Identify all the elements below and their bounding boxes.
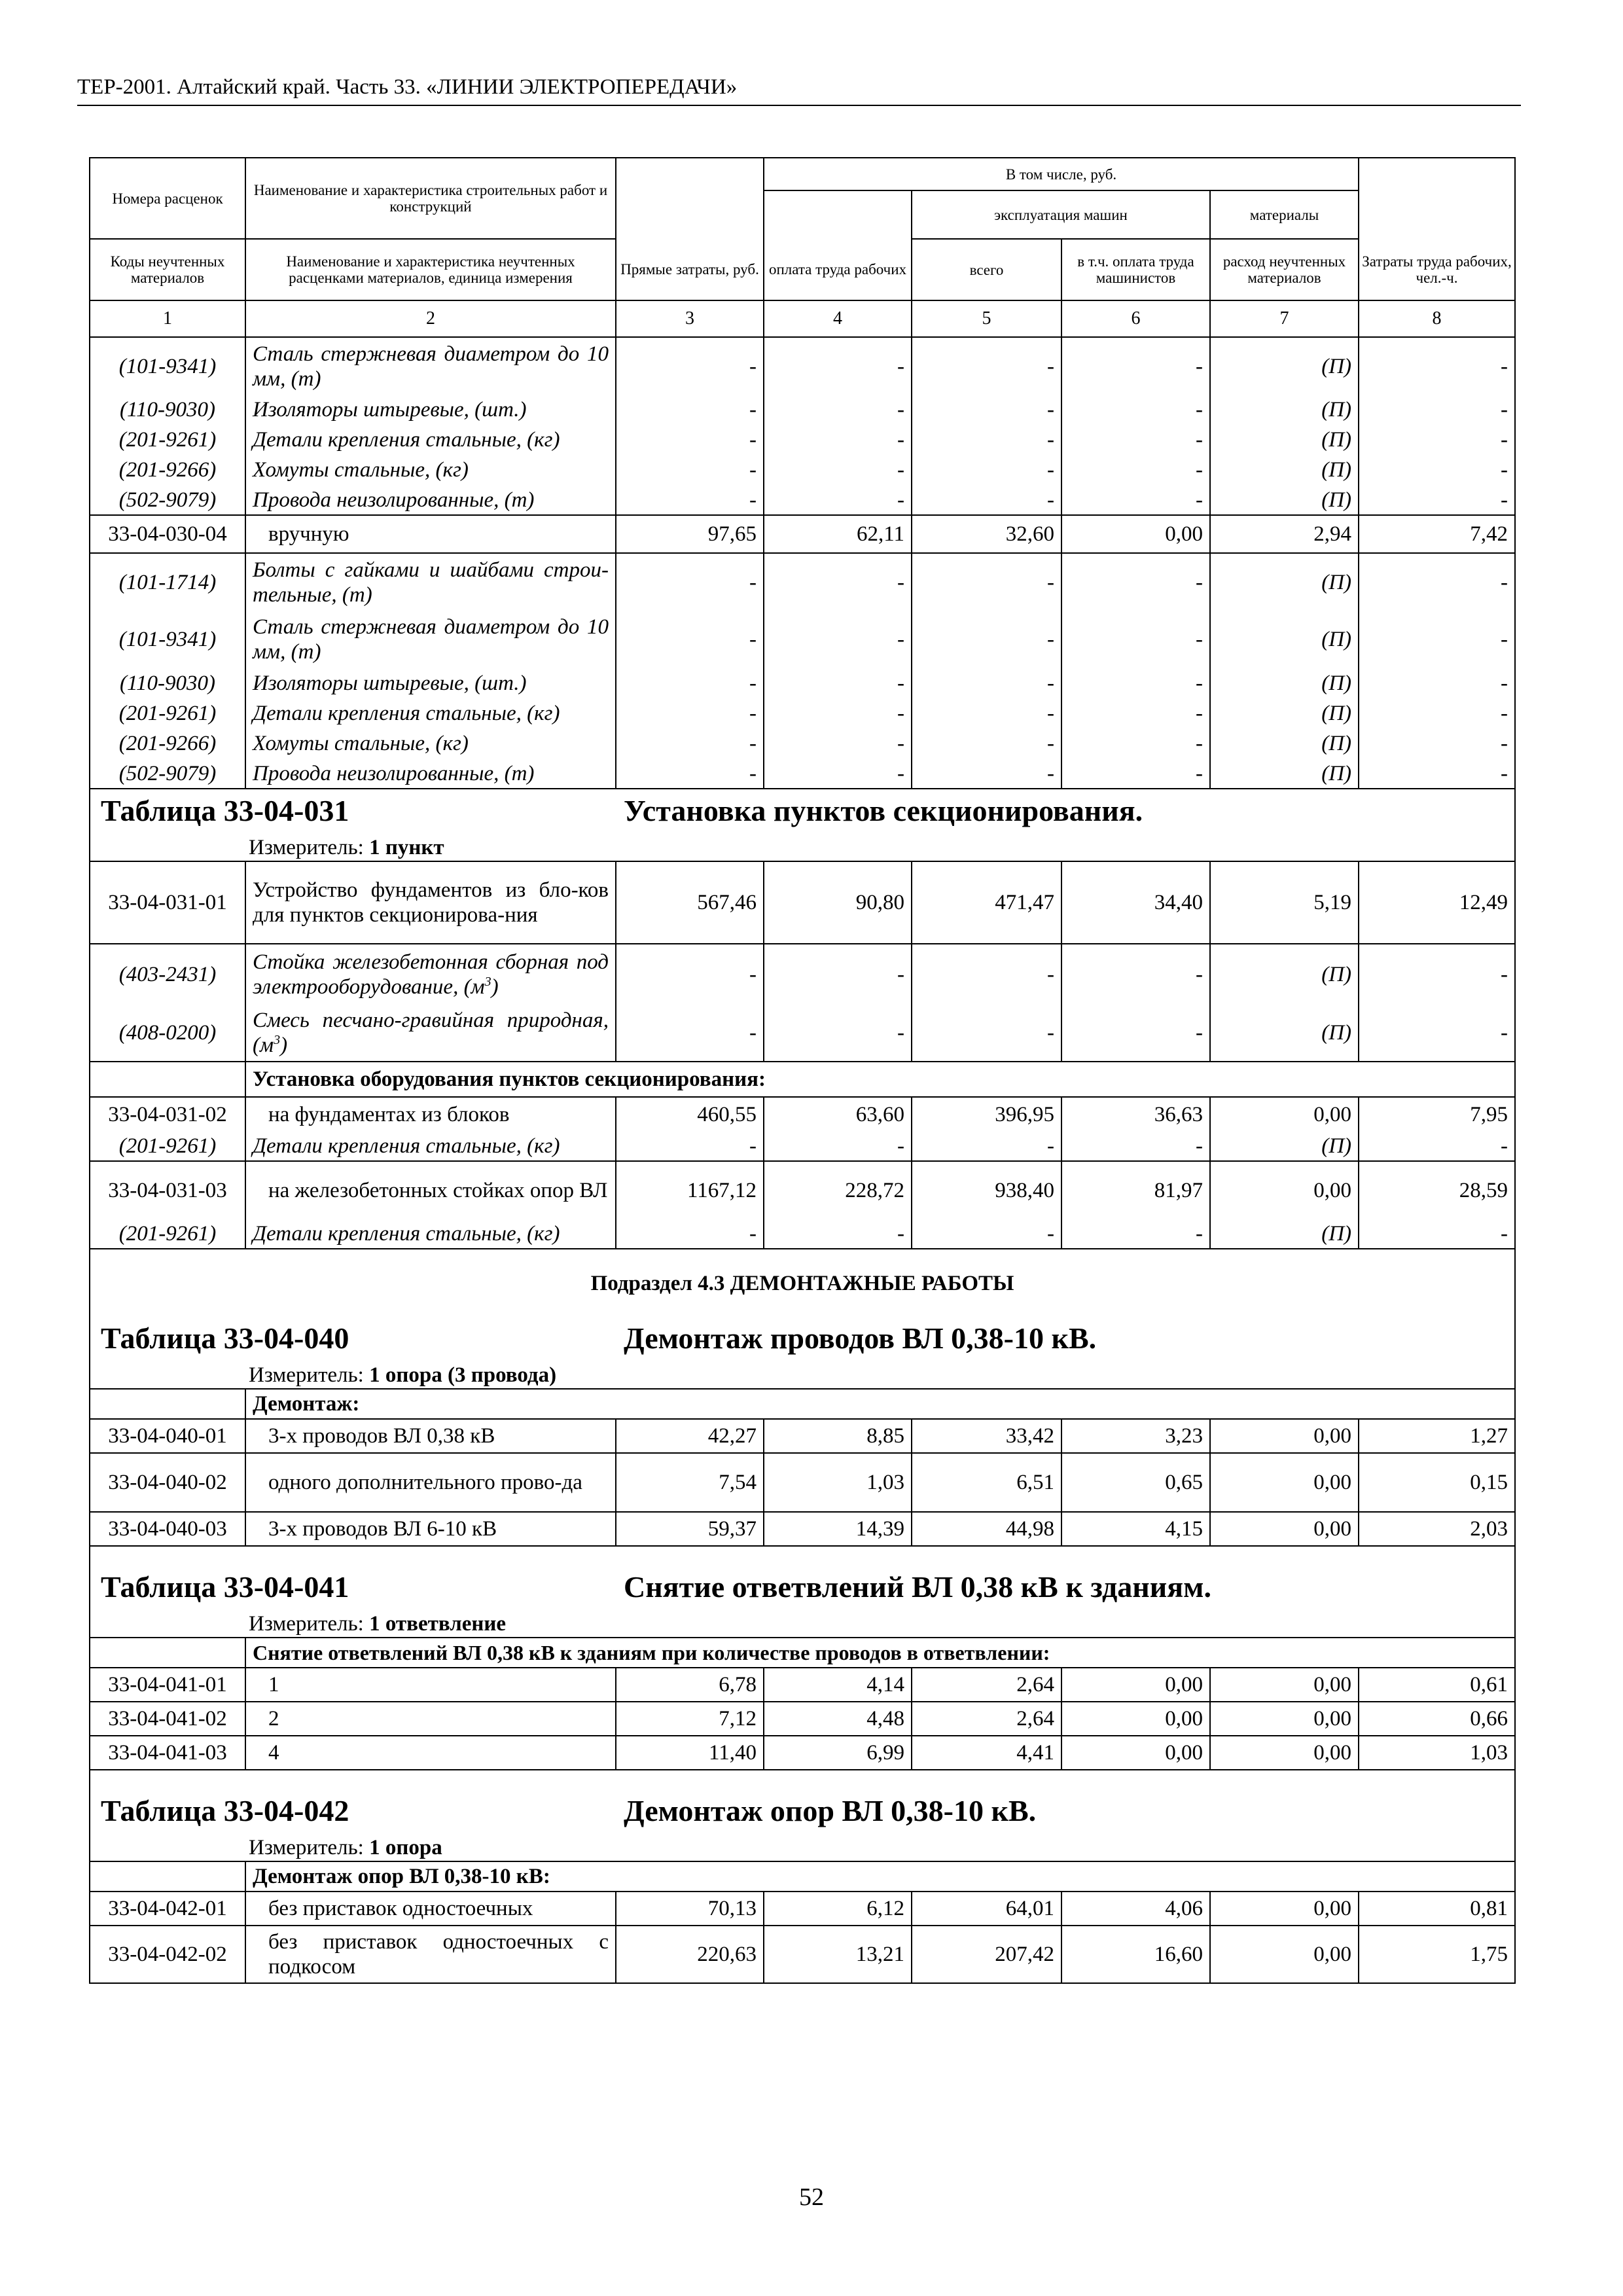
material-code: (502-9079) [90,759,245,789]
cell-machines-total: - [912,728,1061,759]
rate-name: 1 [245,1668,616,1702]
material-code: (201-9261) [90,425,245,455]
header-row-1 [90,158,1515,190]
rate-code: 33-04-041-02 [90,1702,245,1736]
cell-materials: (П) [1210,455,1359,485]
cell-direct-costs: 59,37 [616,1512,764,1546]
rate-name: одного дополнительного прово-да [245,1453,616,1512]
cell-direct-costs: - [616,455,764,485]
th-incl: В том числе, руб. [764,158,1359,190]
table-031-title: Установка пунктов секционирования. [624,794,1143,827]
cell-direct-costs: - [616,395,764,425]
cell-materials: (П) [1210,611,1359,668]
material-row [90,553,1515,611]
table-row [90,1512,1515,1546]
material-row [90,698,1515,728]
group-label: Демонтаж: [245,1389,1515,1419]
cell-labor-pay: 6,99 [764,1736,912,1770]
cell-labor-pay: - [764,668,912,698]
cell-machinists-pay: - [1061,553,1210,611]
cell-direct-costs: 220,63 [616,1926,764,1983]
cell-labor-hours: - [1359,553,1515,611]
table-row [90,1736,1515,1770]
cell-direct-costs: - [616,425,764,455]
cell-materials: (П) [1210,425,1359,455]
cell-machinists-pay: - [1061,759,1210,789]
group-row [90,1861,1515,1892]
cell-materials: (П) [1210,698,1359,728]
th-materials: материалы [1210,190,1359,239]
table-row: 33-04-031-02 на фундаментах из блоков 460,55 63,60 396,95 36,63 0,00 7,95 [90,1097,1515,1131]
cell-direct-costs: 7,12 [616,1702,764,1736]
th-col2a: Наименование и характеристика строительных работ и конструкций [245,158,616,239]
cell-labor-pay: - [764,759,912,789]
th-col2b: Наименование и характеристика неучтенных расценками материалов, единица измерения [245,239,616,300]
measure-row [90,1610,1515,1638]
material-row [90,337,1515,395]
cell-labor-pay: - [764,485,912,515]
rate-code: 33-04-041-01 [90,1668,245,1702]
material-code: (201-9261) [90,698,245,728]
cell-direct-costs: - [616,485,764,515]
table-row [90,861,1515,944]
cell-labor-pay: - [764,455,912,485]
rate-name: на железобетонных стойках опор ВЛ [245,1161,616,1219]
table-row [90,1419,1515,1453]
material-row [90,425,1515,455]
measure-value: 1 опора (3 провода) [369,1363,557,1387]
cell-materials: (П) [1210,337,1359,395]
cell-machinists-pay: 16,60 [1061,1926,1210,1983]
material-name: Изоляторы штыревые, (шт.) [245,395,616,425]
material-row [90,395,1515,425]
cell-direct-costs: 70,13 [616,1892,764,1926]
rates-table [89,157,1516,1984]
cell-labor-pay: 4,48 [764,1702,912,1736]
table-row: 33-04-031-03 на железобетонных стойках опор ВЛ 1167,12 228,72 938,40 81,97 0,00 28,59 [90,1161,1515,1219]
material-row [90,759,1515,789]
material-code: (408-0200) [90,1004,245,1062]
table-row [90,1892,1515,1926]
material-name: Детали крепления стальные, (кг) [245,425,616,455]
cell-labor-hours: - [1359,337,1515,395]
rate-code: 33-04-031-02 [90,1097,245,1131]
cell-direct-costs: 6,78 [616,1668,764,1702]
th-num-5: 5 [912,300,1061,337]
rate-code: 33-04-031-03 [90,1161,245,1219]
rate-code: 33-04-042-02 [90,1926,245,1983]
header-title: ТЕР-2001. Алтайский край. Часть 33. «ЛИНИИ ЭЛЕКТРОПЕРЕДАЧИ» [77,75,738,99]
material-code: (201-9266) [90,455,245,485]
rate-name: 4 [245,1736,616,1770]
cell-labor-hours: - [1359,425,1515,455]
table-031-number: Таблица 33-04-031 [101,794,349,827]
rate-name: вручную [245,515,616,553]
material-code: (201-9261) [90,1131,245,1161]
th-col8: Затраты труда рабочих, чел.-ч. [1359,239,1515,300]
material-code: (502-9079) [90,485,245,515]
table-row [90,1926,1515,1983]
rate-name: 2 [245,1702,616,1736]
cell-materials: 0,00 [1210,1419,1359,1453]
cell-labor-pay: - [764,425,912,455]
measure-label: Измеритель: [249,1835,364,1859]
material-code: (201-9261) [90,1219,245,1249]
cell-machines-total: 2,64 [912,1702,1061,1736]
cell-materials: 0,00 [1210,1892,1359,1926]
measure-label: Измеритель: [249,1611,364,1636]
rate-code: 33-04-040-01 [90,1419,245,1453]
table-row [90,1702,1515,1736]
cell-machines-total: - [912,698,1061,728]
th-col3: Прямые затраты, руб. [616,239,764,300]
table-number: Таблица 33-04-040 [101,1321,349,1355]
cell-direct-costs: - [616,698,764,728]
cell-machinists-pay: - [1061,337,1210,395]
rate-name: на фундаментах из блоков [245,1097,616,1131]
cell-direct-costs: 7,54 [616,1453,764,1512]
header-row-3 [90,239,1515,300]
table-row [90,1668,1515,1702]
cell-labor-hours: 1,03 [1359,1736,1515,1770]
material-code: (110-9030) [90,668,245,698]
cell-labor-hours: 0,15 [1359,1453,1515,1512]
cell-machinists-pay: 34,40 [1061,861,1210,944]
table-row [90,1453,1515,1512]
cell-labor-hours: - [1359,395,1515,425]
cell-labor-pay: - [764,553,912,611]
cell-machines-total: 32,60 [912,515,1061,553]
material-name: Стойка железобетонная сборная под электрооборудование, $(м^3)$ [245,944,616,1004]
material-name: Смесь песчано-гравийная природная, $(м^3)$ [245,1004,616,1062]
cell-labor-pay: - [764,337,912,395]
cell-labor-pay: 1,03 [764,1453,912,1512]
measure-value: 1 ответвление [369,1611,507,1636]
cell-machinists-pay: 0,65 [1061,1453,1210,1512]
cell-machinists-pay: 0,00 [1061,1702,1210,1736]
cell-materials: 2,94 [1210,515,1359,553]
table-t041-title-row [90,1566,1515,1610]
cell-machines-total: - [912,611,1061,668]
measure-row [90,1361,1515,1389]
table-title: Демонтаж проводов ВЛ 0,38-10 кВ. [624,1321,1097,1355]
cell-labor-hours: - [1359,485,1515,515]
cell-machines-total: 2,64 [912,1668,1061,1702]
cell-machines-total: 33,42 [912,1419,1061,1453]
group-label: Снятие ответвлений ВЛ 0,38 кВ к зданиям при количестве проводов в ответвлении: [245,1638,1515,1668]
cell-machinists-pay: - [1061,611,1210,668]
material-name: Провода неизолированные, (т) [245,759,616,789]
cell-labor-pay: 62,11 [764,515,912,553]
cell-machinists-pay: 4,06 [1061,1892,1210,1926]
group-row [90,1638,1515,1668]
th-col4: оплата труда рабочих [764,239,912,300]
cell-materials: 0,00 [1210,1512,1359,1546]
rate-code: 33-04-031-01 [90,861,245,944]
page-header [77,71,1521,106]
material-name: Провода неизолированные, (т) [245,485,616,515]
cell-labor-hours: 0,61 [1359,1668,1515,1702]
cell-machines-total: 4,41 [912,1736,1061,1770]
th-num-8: 8 [1359,300,1515,337]
cell-direct-costs: 11,40 [616,1736,764,1770]
cell-labor-hours: 7,42 [1359,515,1515,553]
measure-value: 1 пункт [369,835,444,859]
cell-labor-hours: 0,66 [1359,1702,1515,1736]
material-row: (201-9261) Детали крепления стальные, (кг) - - - - (П) - [90,1219,1515,1249]
cell-machines-total: - [912,759,1061,789]
cell-labor-hours: - [1359,698,1515,728]
table-title: Снятие ответвлений ВЛ 0,38 кВ к зданиям. [624,1570,1211,1604]
cell-machines-total: - [912,553,1061,611]
cell-direct-costs: 97,65 [616,515,764,553]
cell-materials: (П) [1210,668,1359,698]
cell-materials: (П) [1210,553,1359,611]
material-row: (408-0200) Смесь песчано-гравийная природная, $(м^3)$ - - - - (П) - [90,1004,1515,1062]
group-row [90,1062,1515,1097]
th-col1a: Номера расценок [90,158,245,239]
cell-machinists-pay: 0,00 [1061,1668,1210,1702]
material-name: Детали крепления стальные, (кг) [245,1131,616,1161]
material-code: (201-9266) [90,728,245,759]
cell-machines-total: 207,42 [912,1926,1061,1983]
cell-machines-total: 6,51 [912,1453,1061,1512]
cell-labor-pay: - [764,611,912,668]
th-num-6: 6 [1061,300,1210,337]
cell-machinists-pay: 3,23 [1061,1419,1210,1453]
cell-machinists-pay: - [1061,728,1210,759]
material-code: (101-9341) [90,337,245,395]
cell-labor-pay: 13,21 [764,1926,912,1983]
cell-materials: (П) [1210,759,1359,789]
cell-labor-pay: 6,12 [764,1892,912,1926]
cell-machinists-pay: 4,15 [1061,1512,1210,1546]
th-col1b: Коды неучтенных материалов [90,239,245,300]
table-031-title-row [90,789,1515,834]
cell-materials: 0,00 [1210,1453,1359,1512]
cell-machines-total: 64,01 [912,1892,1061,1926]
material-row [90,728,1515,759]
material-row [90,611,1515,668]
cell-labor-hours: 1,27 [1359,1419,1515,1453]
cell-labor-hours: - [1359,455,1515,485]
cell-labor-pay: - [764,698,912,728]
material-row: (201-9261) Детали крепления стальные, (кг) - - - - (П) - [90,1131,1515,1161]
cell-labor-pay: 14,39 [764,1512,912,1546]
material-name: Хомуты стальные, (кг) [245,455,616,485]
material-row: (403-2431) Стойка железобетонная сборная под электрооборудование, $(м^3)$ - - - - (П) - [90,944,1515,1004]
spacer-row [90,1770,1515,1789]
cell-materials: 5,19 [1210,861,1359,944]
material-name: Хомуты стальные, (кг) [245,728,616,759]
measure-label: Измеритель: [249,1363,364,1387]
cell-labor-pay: - [764,395,912,425]
cell-materials: 0,00 [1210,1736,1359,1770]
rate-code: 33-04-030-04 [90,515,245,553]
table-number: Таблица 33-04-041 [101,1570,349,1604]
cell-materials: 0,00 [1210,1926,1359,1983]
cell-direct-costs: 567,46 [616,861,764,944]
material-name: Детали крепления стальные, (кг) [245,1219,616,1249]
cell-materials: (П) [1210,395,1359,425]
cell-direct-costs: - [616,759,764,789]
cell-machinists-pay: 0,00 [1061,1736,1210,1770]
measure-label: Измеритель: [249,835,364,859]
cell-labor-pay: - [764,728,912,759]
cell-labor-pay: 8,85 [764,1419,912,1453]
cell-labor-hours: - [1359,759,1515,789]
rate-name: 3-х проводов ВЛ 6-10 кВ [245,1512,616,1546]
material-name: Изоляторы штыревые, (шт.) [245,668,616,698]
page-number: 52 [799,2183,824,2211]
rate-code: 33-04-040-02 [90,1453,245,1512]
cell-direct-costs: - [616,668,764,698]
th-num-2: 2 [245,300,616,337]
cell-machines-total: - [912,455,1061,485]
spacer-row [90,1546,1515,1566]
measure-row [90,1834,1515,1861]
rate-code: 33-04-042-01 [90,1892,245,1926]
table-number: Таблица 33-04-042 [101,1794,349,1827]
cell-machines-total: - [912,485,1061,515]
group-row [90,1389,1515,1419]
header-numbers-row [90,300,1515,337]
material-code: (403-2431) [90,944,245,1004]
cell-machinists-pay: - [1061,698,1210,728]
cell-machinists-pay: 0,00 [1061,515,1210,553]
cell-direct-costs: - [616,553,764,611]
table-031-measure-row [90,834,1515,861]
cell-machines-total: - [912,668,1061,698]
material-code: (101-1714) [90,553,245,611]
cell-machines-total: - [912,337,1061,395]
th-num-4: 4 [764,300,912,337]
material-row [90,485,1515,515]
cell-machines-total: 471,47 [912,861,1061,944]
cell-labor-hours: 0,81 [1359,1892,1515,1926]
cell-materials: (П) [1210,728,1359,759]
subsection-title: Подраздел 4.3 ДЕМОНТАЖНЫЕ РАБОТЫ [90,1249,1515,1317]
cell-machinists-pay: - [1061,485,1210,515]
cell-labor-hours: - [1359,668,1515,698]
cell-machines-total: - [912,425,1061,455]
rate-name: без приставок одностоечных [245,1892,616,1926]
cell-machines-total: - [912,395,1061,425]
rate-code: 33-04-040-03 [90,1512,245,1546]
material-name: Болты с гайками и шайбами строи-тельные, (т) [245,553,616,611]
cell-machinists-pay: - [1061,425,1210,455]
table-row [90,515,1515,553]
cell-labor-pay: 90,80 [764,861,912,944]
cell-labor-hours: - [1359,611,1515,668]
cell-materials: 0,00 [1210,1668,1359,1702]
cell-labor-hours: 2,03 [1359,1512,1515,1546]
cell-materials: 0,00 [1210,1702,1359,1736]
material-name: Сталь стержневая диаметром до 10 мм, (т) [245,611,616,668]
cell-machinists-pay: - [1061,395,1210,425]
rate-name: Устройство фундаментов из бло-ков для пунктов секционирова-ния [245,861,616,944]
cell-labor-hours: 12,49 [1359,861,1515,944]
cell-labor-hours: 1,75 [1359,1926,1515,1983]
table-title: Демонтаж опор ВЛ 0,38-10 кВ. [624,1794,1037,1827]
material-code: (101-9341) [90,611,245,668]
cell-direct-costs: 42,27 [616,1419,764,1453]
group-label: Установка оборудования пунктов секционирования: [245,1062,1515,1097]
rate-name: 3-х проводов ВЛ 0,38 кВ [245,1419,616,1453]
th-machines: эксплуатация машин [912,190,1210,239]
table-t042-title-row [90,1789,1515,1834]
material-code: (110-9030) [90,395,245,425]
rate-code: 33-04-041-03 [90,1736,245,1770]
measure-value: 1 опора [369,1835,442,1859]
material-name: Сталь стержневая диаметром до 10 мм, (т) [245,337,616,395]
rate-name: без приставок одностоечных с подкосом [245,1926,616,1983]
cell-machines-total: 44,98 [912,1512,1061,1546]
th-num-7: 7 [1210,300,1359,337]
th-num-1: 1 [90,300,245,337]
material-row [90,668,1515,698]
cell-machinists-pay: - [1061,668,1210,698]
cell-labor-hours: - [1359,728,1515,759]
th-col6: в т.ч. оплата труда машинистов [1061,239,1210,300]
cell-direct-costs: - [616,611,764,668]
cell-materials: (П) [1210,485,1359,515]
th-col7: расход неучтенных материалов [1210,239,1359,300]
table-t040-title-row [90,1317,1515,1361]
material-row [90,455,1515,485]
cell-direct-costs: - [616,728,764,759]
subsection-row [90,1249,1515,1317]
material-name: Детали крепления стальные, (кг) [245,698,616,728]
th-num-3: 3 [616,300,764,337]
th-col5: всего [912,239,1061,300]
group-label: Демонтаж опор ВЛ 0,38-10 кВ: [245,1861,1515,1892]
cell-direct-costs: - [616,337,764,395]
cell-machinists-pay: - [1061,455,1210,485]
cell-labor-pay: 4,14 [764,1668,912,1702]
